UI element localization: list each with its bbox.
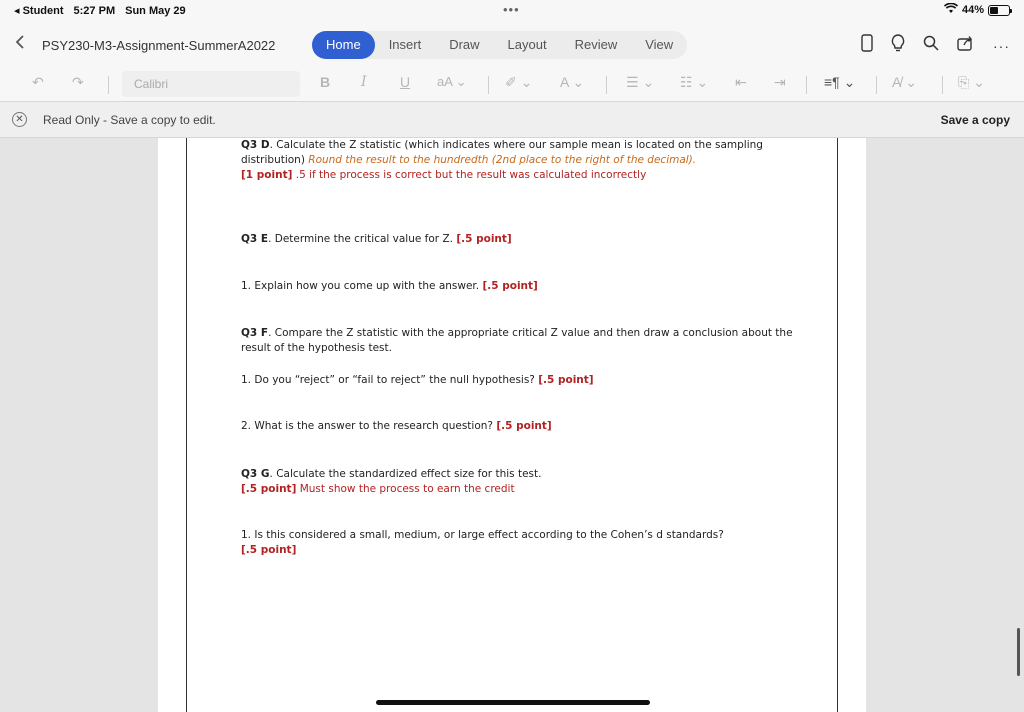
tab-view[interactable]: View [645,37,674,52]
font-color-icon[interactable]: A ⌄ [560,74,585,90]
q3f-label: Q3 F [241,327,269,339]
more-options-icon[interactable]: ··· [993,37,1010,54]
styles-icon[interactable]: A̸ ⌄ [892,74,917,90]
home-ribbon [0,68,1024,102]
tab-insert[interactable]: Insert [388,37,422,52]
font-size-icon[interactable]: aA ⌄ [437,74,467,89]
read-only-message: Read Only - Save a copy to edit. [43,113,216,127]
bullets-icon[interactable]: ☰ ⌄ [626,74,655,90]
ribbon-tabs [312,31,687,59]
close-banner-icon[interactable]: ✕ [12,112,27,127]
table-border-left [186,138,187,712]
title-tab-row [0,22,1024,68]
home-indicator[interactable] [376,700,650,705]
ribbon-divider [806,76,807,94]
status-date: Sun May 29 [125,4,186,17]
q3e-points: [.5 point] [456,233,512,245]
question-q3e-1 [241,279,801,294]
lightbulb-icon[interactable] [891,34,905,57]
battery-percent: 44% [961,4,984,16]
bold-icon[interactable]: B [320,74,331,90]
multitasking-dots-icon[interactable]: ••• [503,2,520,17]
search-icon[interactable] [923,35,939,56]
back-to-app-link[interactable]: ◂ Student [14,5,64,17]
q3d-text: . Calculate the Z statistic (which indicates where our sample mean is located on the sampling distribution) [241,139,763,166]
q3f-text: . Compare the Z statistic with the appropriate critical Z value and then draw a conclusion about the result of the hypothesis test. [241,327,793,354]
italic-icon[interactable]: I [361,74,367,90]
ribbon-divider [942,76,943,94]
share-icon[interactable] [957,35,975,56]
ribbon-divider [606,76,607,94]
back-chevron-icon[interactable] [14,34,26,55]
ribbon-divider [876,76,877,94]
question-q3f-1 [241,373,801,388]
question-q3f [241,326,801,356]
q3d-points-note: .5 if the process is correct but the result was calculated incorrectly [292,169,647,181]
q3d-points: [1 point] [241,169,293,181]
tab-draw[interactable]: Draw [449,37,480,52]
save-a-copy-button[interactable]: Save a copy [940,113,1010,127]
tab-home[interactable]: Home [312,31,375,59]
q3g-1-text: 1. Is this considered a small, medium, or large effect according to the Cohen’s d standards? [241,529,724,541]
q3e-1-text: 1. Explain how you come up with the answer. [241,280,480,292]
back-app-label: Student [22,5,64,17]
q3g-text: . Calculate the standardized effect size for this test. [269,468,542,480]
q3g-points-note: Must show the process to earn the credit [296,483,515,495]
q3d-hint: Round the result to the hundredth (2nd place to the right of the decimal). [308,154,697,166]
q3f-1-points: [.5 point] [538,374,594,386]
q3g-label: Q3 G [241,468,270,480]
ribbon-divider [488,76,489,94]
wifi-icon [944,3,958,17]
q3e-1-points: [.5 point] [482,280,538,292]
q3f-2-points: [.5 point] [496,420,552,432]
status-time: 5:27 PM [73,4,116,17]
decrease-indent-icon[interactable]: ⇤ [735,74,747,90]
q3f-1-text: 1. Do you “reject” or “fail to reject” the null hypothesis? [241,374,535,386]
q3f-2-text: 2. What is the answer to the research question? [241,420,493,432]
question-q3f-2 [241,419,801,434]
undo-icon[interactable]: ↶ [32,74,44,90]
tab-review[interactable]: Review [574,37,618,52]
table-border-right [837,138,838,712]
q3g-1-points: [.5 point] [241,544,297,556]
q3e-label: Q3 E [241,233,269,245]
question-q3d [241,138,801,183]
document-title[interactable]: PSY230-M3-Assignment-SummerA2022 [42,38,276,53]
status-bar [0,0,1024,22]
q3g-points: [.5 point] [241,483,297,495]
document-canvas[interactable] [0,138,1024,712]
highlight-icon[interactable]: ✐ ⌄ [505,74,533,90]
numbering-icon[interactable]: ☷ ⌄ [680,74,709,90]
phone-view-icon[interactable] [861,34,873,57]
format-painter-icon[interactable]: ⎘ ⌄ [958,74,985,90]
redo-icon[interactable]: ↷ [72,74,84,90]
read-only-banner [0,102,1024,138]
document-page[interactable] [158,138,866,712]
font-name-field[interactable]: Calibri [122,71,300,97]
increase-indent-icon[interactable]: ⇥ [774,74,786,90]
vertical-scrollbar[interactable] [1017,628,1020,676]
ribbon-divider [108,76,109,94]
question-q3g [241,467,801,497]
question-q3g-1 [241,528,801,558]
battery-icon [988,5,1010,16]
paragraph-format-icon[interactable]: ≡¶ ⌄ [824,74,856,90]
underline-icon[interactable]: U [400,74,411,90]
tab-layout[interactable]: Layout [507,37,547,52]
q3e-text: . Determine the critical value for Z. [268,233,453,245]
q3d-label: Q3 D [241,139,270,151]
question-q3e [241,232,801,247]
